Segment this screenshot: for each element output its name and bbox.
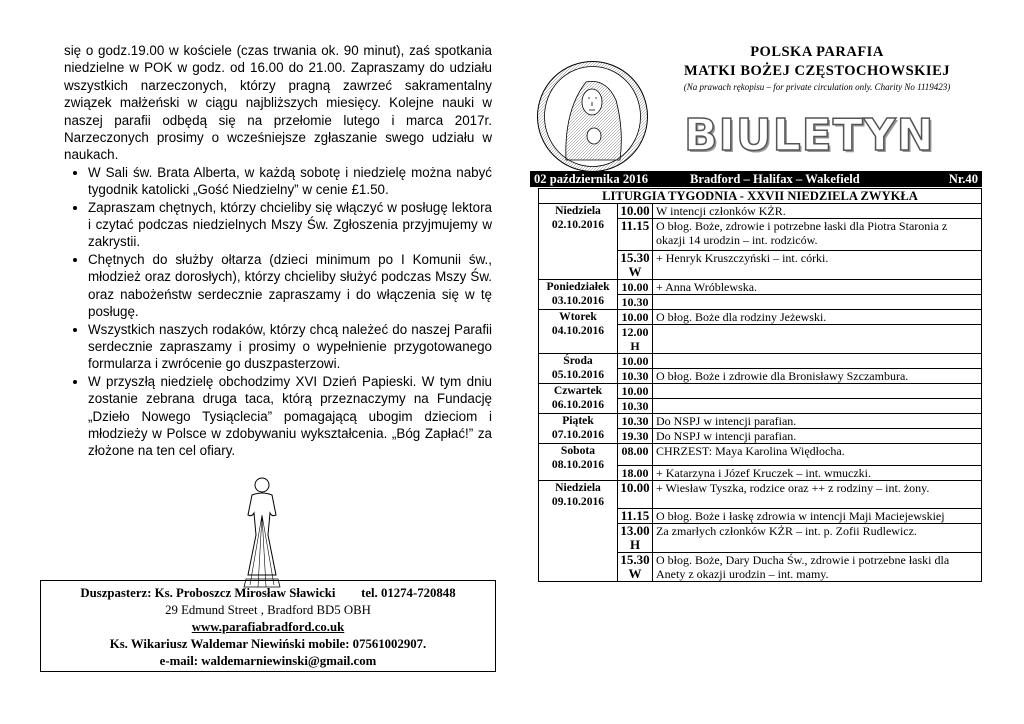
vicar-line: Ks. Wikariusz Waldemar Niewiński mobile: 07561002907. — [109, 637, 427, 651]
intention-cell: + Henryk Kruszczyński – int. córki. — [653, 251, 982, 280]
day-cell: Czwartek 06.10.2016 — [539, 384, 618, 414]
time-cell: 11.15 — [618, 219, 653, 251]
table-row — [539, 444, 982, 466]
intention-cell: + Katarzyna i Józef Kruczek – int. wmuczki. — [653, 466, 982, 481]
table-row — [539, 204, 982, 219]
table-row — [539, 481, 982, 509]
time-cell: 10.00 — [618, 354, 653, 369]
intention-cell: O błog. Boże, zdrowie i potrzebne łaski dla Piotra Staronia z okazji 14 urodzin – int. rodziców. — [653, 219, 982, 251]
intention-cell: O błog. Boże, Dary Ducha Św., zdrowie i potrzebne łaski dla Anety z okazji urodzin – int. mamy. — [653, 553, 982, 582]
day-cell: Sobota 08.10.2016 — [539, 444, 618, 481]
time-cell: 15.30 W — [618, 251, 653, 280]
time-cell: 18.00 — [618, 466, 653, 481]
mass-schedule — [538, 188, 982, 582]
parish-name-line1: POLSKA PARAFIA — [750, 44, 884, 60]
pastor-name: Duszpasterz: Ks. Proboszcz Mirosław Sławicki — [80, 586, 336, 600]
time-cell: 19.30 — [618, 429, 653, 444]
time-cell: 13.00 H — [618, 524, 653, 553]
intention-cell — [653, 354, 982, 369]
intention-cell: Za zmarłych członków KŻR – int. p. Zofii Rudlewicz. — [653, 524, 982, 553]
parish-address: 29 Edmund Street , Bradford BD5 OBH — [165, 603, 371, 617]
intention-cell — [653, 384, 982, 399]
time-cell: 10.00 — [618, 204, 653, 219]
time-cell: 10.00 — [618, 310, 653, 325]
day-cell: Niedziela 02.10.2016 — [539, 204, 618, 280]
bulletin-title: BIULETYN — [684, 110, 935, 161]
intention-cell — [653, 295, 982, 310]
announcement-item: • Zapraszam chętnych, którzy chcieliby się włączyć w posługę lektora i czytać podczas niedzielnych Mszy Św. Zgłoszenia przyjmujemy w zakrystii. — [88, 199, 492, 251]
announcement-item: • W przyszłą niedzielę obchodzimy XVI Dzień Papieski. W tym dniu zostanie zebrana druga taca, którą przeznaczymy na Fundację „Dzieło Nowego Tysiąclecia” pomagającą ubogim dzieciom i młodzieży w Polsce w zdobywaniu wykształcenia. „Bóg Zapłać!” za złożone na ten cel ofiary. — [88, 373, 492, 460]
time-cell: 10.30 — [618, 399, 653, 414]
day-cell: Poniedziałek 03.10.2016 — [539, 280, 618, 310]
day-cell: Niedziela 09.10.2016 — [539, 481, 618, 582]
intention-cell: O błog. Boże i łaskę zdrowia w intencji Maji Maciejewskiej — [653, 509, 982, 524]
time-cell: 12.00 H — [618, 325, 653, 354]
table-row — [539, 280, 982, 295]
issue-date: 02 października 2016 — [534, 172, 649, 186]
intention-cell — [653, 325, 982, 354]
pastor-line — [41, 585, 495, 602]
table-row — [539, 414, 982, 429]
time-cell: 08.00 — [618, 444, 653, 466]
time-cell: 10.00 — [618, 384, 653, 399]
day-cell: Piątek 07.10.2016 — [539, 414, 618, 444]
black-madonna-icon — [536, 60, 649, 173]
intention-cell — [653, 399, 982, 414]
time-cell: 10.30 — [618, 369, 653, 384]
website-link[interactable]: www.parafiabradford.co.uk — [191, 620, 345, 634]
time-cell: 10.30 — [618, 414, 653, 429]
time-cell: 10.00 — [618, 481, 653, 509]
issue-places: Bradford – Halifax – Wakefield — [690, 172, 860, 186]
contact-box — [40, 580, 496, 672]
announcements — [64, 42, 492, 460]
charity-note: (Na prawach rękopisu – for private circulation only. Charity No 1119423) — [683, 82, 951, 92]
email-line[interactable]: e-mail: waldemarniewinski@gmail.com — [159, 654, 377, 668]
intention-cell: W intencji członków KŻR. — [653, 204, 982, 219]
divine-mercy-jesus-icon — [232, 475, 292, 590]
intention-cell: Do NSPJ w intencji parafian. — [653, 429, 982, 444]
date-bar — [530, 171, 982, 187]
announcement-item: • Wszystkich naszych rodaków, którzy chcą należeć do naszej Parafii serdecznie zapraszamy i prosimy o wypełnienie przygotowanego formularza i zwrócenie go duszpasterzowi. — [88, 321, 492, 373]
intention-cell: CHRZEST: Maya Karolina Więdłocha. — [653, 444, 982, 466]
parish-name-line2: MATKI BOŻEJ CZĘSTOCHOWSKIEJ — [684, 63, 950, 79]
announcement-item: • W Sali św. Brata Alberta, w każdą sobotę i niedzielę można nabyć tygodnik katolicki „Gość Niedzielny” w cenie £1.50. — [88, 164, 492, 199]
intention-cell: O błog. Boże i zdrowie dla Bronisławy Szczambura. — [653, 369, 982, 384]
time-cell: 10.30 — [618, 295, 653, 310]
intention-cell: + Wiesław Tyszka, rodzice oraz ++ z rodziny – int. żony. — [653, 481, 982, 509]
time-cell: 15.30 W — [618, 553, 653, 582]
issue-number: Nr.40 — [948, 172, 978, 186]
intention-cell: O błog. Boże dla rodziny Jeżewski. — [653, 310, 982, 325]
announcement-item: • Chętnych do służby ołtarza (dzieci minimum po I Komunii św., młodzież oraz dorosłych), którzy chcieliby służyć podczas Mszy Św. oraz nabożeństw serdecznie zapraszamy i do włączenia się w tę posługę. — [88, 251, 492, 321]
time-cell: 10.00 — [618, 280, 653, 295]
table-row — [539, 354, 982, 369]
announcement-intro: się o godz.19.00 w kościele (czas trwania ok. 90 minut), zaś spotkania niedzielne w POK w godz. od 16.00 do 21.00. Zapraszamy do udziału wszystkich narzeczonych, którzy pragną zawrzeć sakramentalny związek małżeński w ciągu najbliższych miesięcy. Kolejne nauki w naszej parafii odbędą się na przełomie lutego i marca 2017r. Narzeczonych prosimy o wcześniejsze zgłaszanie swego udziału w naukach. — [64, 43, 492, 163]
parish-header — [652, 44, 982, 92]
schedule-heading: LITURGIA TYGODNIA - XXVII NIEDZIELA ZWYKŁA — [539, 189, 982, 204]
table-row — [539, 384, 982, 399]
time-cell: 11.15 — [618, 509, 653, 524]
pastor-phone: tel. 01274-720848 — [361, 586, 456, 600]
day-cell: Wtorek 04.10.2016 — [539, 310, 618, 354]
announcement-list — [64, 164, 492, 460]
intention-cell: Do NSPJ w intencji parafian. — [653, 414, 982, 429]
table-row — [539, 310, 982, 325]
intention-cell: + Anna Wróblewska. — [653, 280, 982, 295]
day-cell: Środa 05.10.2016 — [539, 354, 618, 384]
